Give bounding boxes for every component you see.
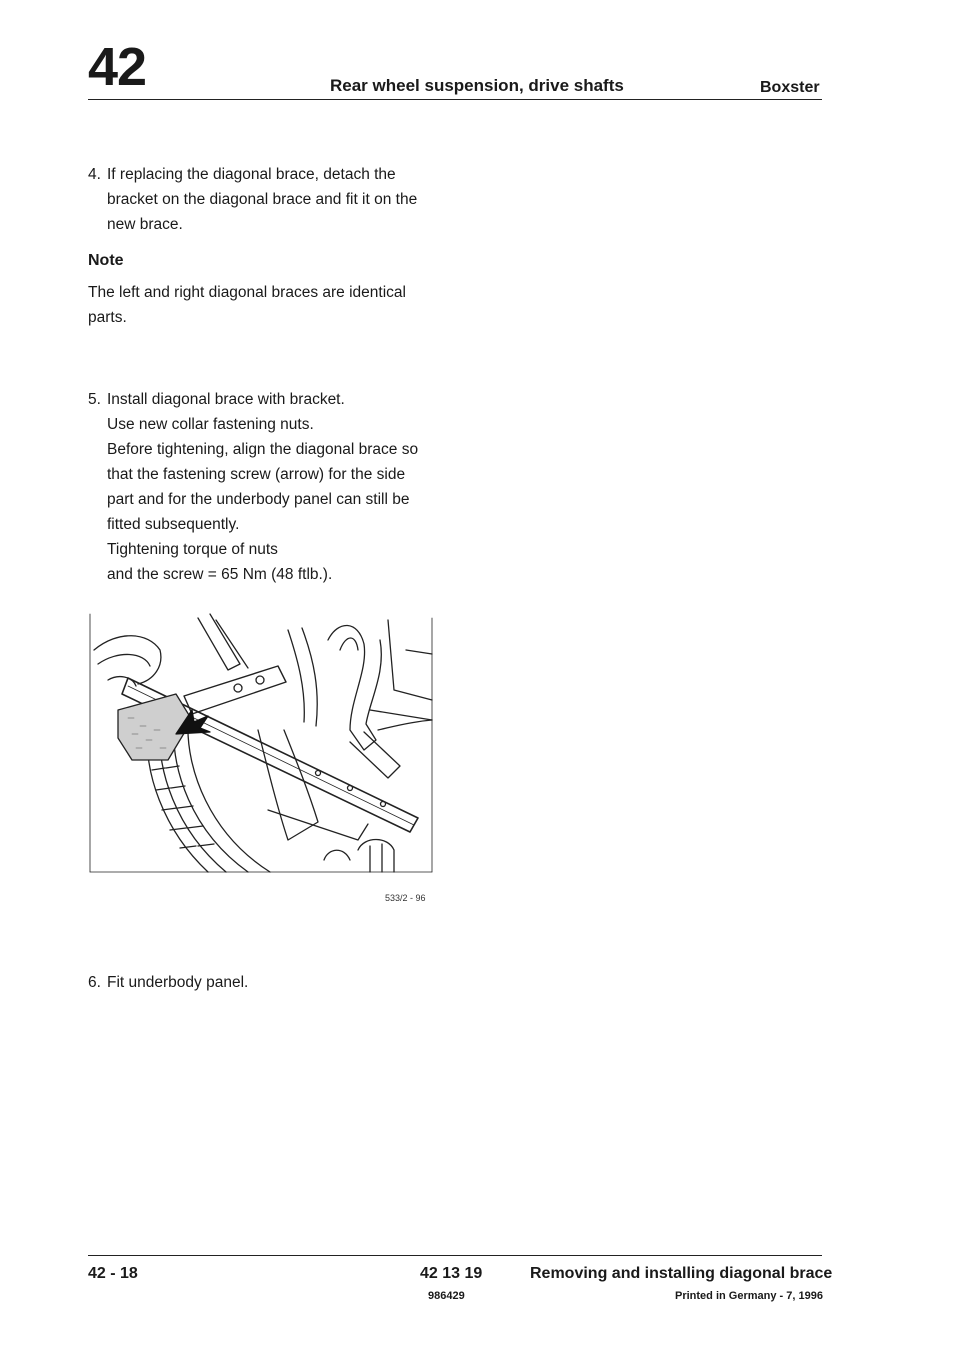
chapter-number: 42 xyxy=(88,37,147,97)
step-5 xyxy=(88,387,448,587)
header-title: Rear wheel suspension, drive shafts xyxy=(330,76,624,95)
header-model: Boxster xyxy=(760,79,820,96)
step-line: Use new collar fastening nuts. xyxy=(107,416,314,433)
note-text xyxy=(88,280,448,330)
reference-code: 42 13 19 xyxy=(420,1265,483,1282)
step-line: new brace. xyxy=(107,216,183,233)
note-heading: Note xyxy=(88,252,124,269)
step-line: and the screw = 65 Nm (48 ftlb.). xyxy=(107,566,333,583)
step-number: 4. xyxy=(88,166,101,183)
note-line: The left and right diagonal braces are identical xyxy=(88,284,406,301)
step-line: Before tightening, align the diagonal brace so xyxy=(107,441,419,458)
part-number: 986429 xyxy=(428,1290,465,1302)
diagonal-brace-illustration xyxy=(88,610,434,878)
step-line: bracket on the diagonal brace and fit it on the xyxy=(107,191,418,208)
step-line: part and for the underbody panel can still be xyxy=(107,491,410,508)
step-line: Tightening torque of nuts xyxy=(107,541,278,558)
footer-title: Removing and installing diagonal brace xyxy=(530,1265,833,1282)
page-number: 42 - 18 xyxy=(88,1265,138,1282)
header-rule xyxy=(88,99,822,100)
step-line: Install diagonal brace with bracket. xyxy=(107,391,345,408)
step-line: fitted subsequently. xyxy=(107,516,240,533)
print-info: Printed in Germany - 7, 1996 xyxy=(675,1290,823,1302)
note-line: parts. xyxy=(88,309,127,326)
step-6 xyxy=(88,970,448,995)
step-4 xyxy=(88,162,448,237)
step-line: If replacing the diagonal brace, detach the xyxy=(107,166,396,183)
step-number: 5. xyxy=(88,391,101,408)
step-line: that the fastening screw (arrow) for the side xyxy=(107,466,406,483)
footer-rule xyxy=(88,1255,822,1256)
figure-caption: 533/2 - 96 xyxy=(385,893,426,903)
step-number: 6. xyxy=(88,974,101,991)
step-line: Fit underbody panel. xyxy=(107,974,249,991)
